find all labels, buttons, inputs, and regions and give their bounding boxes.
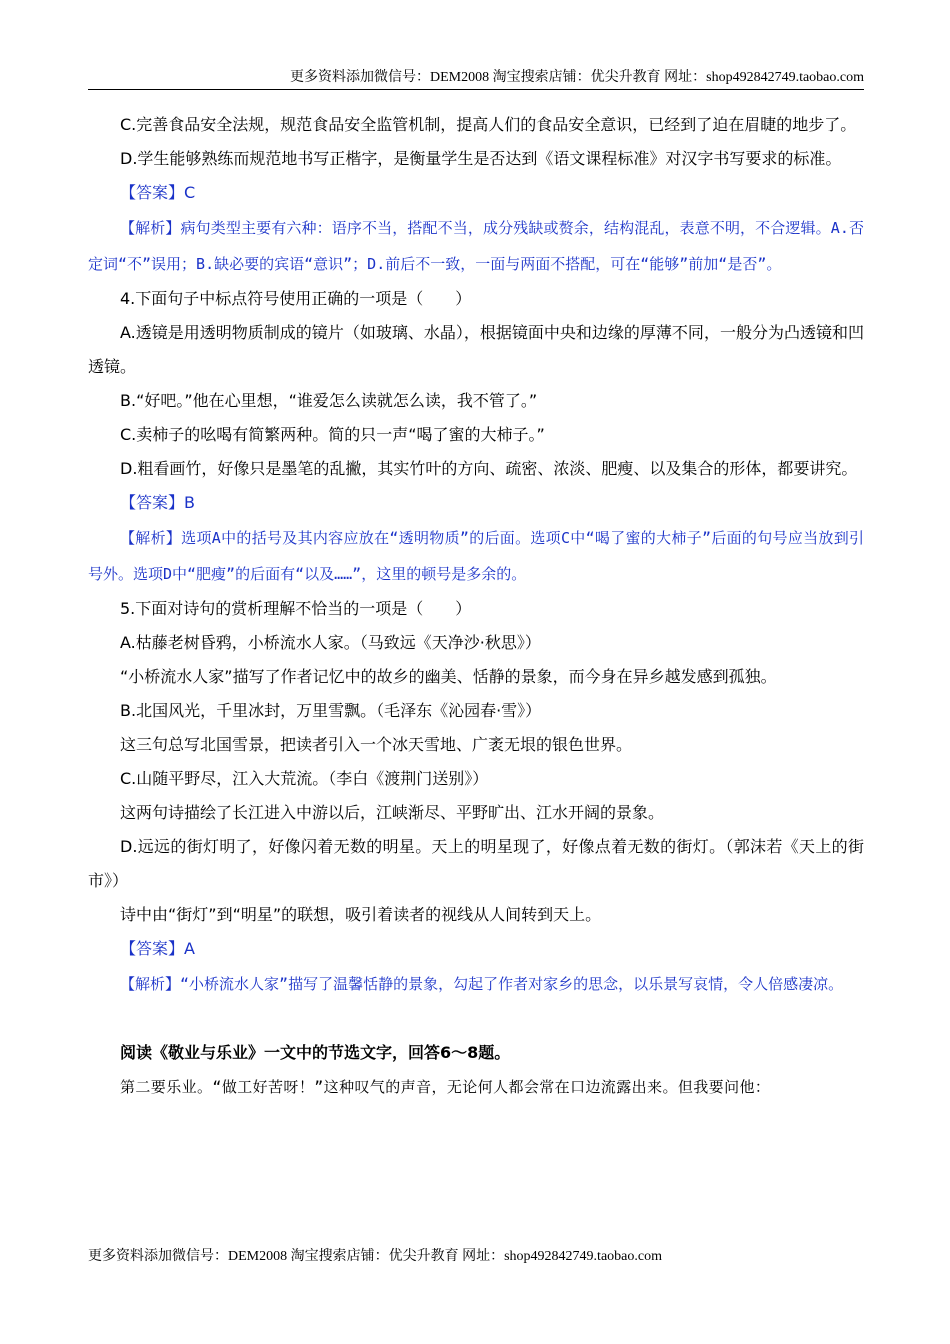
q5-answer: 【答案】A <box>120 939 195 958</box>
q5-option-d: D.远远的街灯明了，好像闪着无数的明星。天上的明星现了，好像点着无数的街灯。（郭沫若《天上的街市》） <box>88 837 864 890</box>
page-footer: 更多资料添加微信号：DEM2008 淘宝搜索店铺：优尖升教育 网址：shop492842749.taobao.com <box>88 1249 662 1264</box>
q4-question: 4.下面句子中标点符号使用正确的一项是（ ） <box>120 289 472 308</box>
q5-option-a: A.枯藤老树昏鸦，小桥流水人家。（马致远《天净沙·秋思》） <box>120 633 541 652</box>
q5-option-d-analysis: 诗中由“街灯”到“明星”的联想，吸引着读者的视线从人间转到天上。 <box>120 905 602 924</box>
q5-question: 5.下面对诗句的赏析理解不恰当的一项是（ ） <box>120 599 472 618</box>
q5-option-b: B.北国风光，千里冰封，万里雪飘。（毛泽东《沁园春·雪》） <box>120 701 542 720</box>
q5-option-b-analysis: 这三句总写北国雪景，把读者引入一个冰天雪地、广袤无垠的银色世界。 <box>120 735 633 754</box>
header-divider <box>88 89 864 90</box>
document-body <box>88 108 864 1104</box>
q5-option-c: C.山随平野尽，江入大荒流。（李白《渡荆门送别》） <box>120 769 489 788</box>
q4-option-b: B.“好吧。”他在心里想，“谁爱怎么读就怎么读，我不管了。” <box>120 391 538 410</box>
q3-option-c: C.完善食品安全法规，规范食品安全监管机制，提高人们的食品安全意识，已经到了迫在眉睫的地步了。 <box>120 115 857 134</box>
q5-option-a-analysis: “小桥流水人家”描写了作者记忆中的故乡的幽美、恬静的景象，而今身在异乡越发感到孤独。 <box>120 667 777 686</box>
q5-explanation: 【解析】“小桥流水人家”描写了温馨恬静的景象，勾起了作者对家乡的思念，以乐景写哀情，令人倍感凄凉。 <box>120 975 844 993</box>
q4-option-a: A.透镜是用透明物质制成的镜片（如玻璃、水晶），根据镜面中央和边缘的厚薄不同，一般分为凸透镜和凹透镜。 <box>88 323 864 376</box>
q4-option-c: C.卖柿子的吆喝有简繁两种。简的只一声“喝了蜜的大柿子。” <box>120 425 545 444</box>
reading-passage: 第二要乐业。“做工好苦呀！”这种叹气的声音，无论何人都会常在口边流露出来。但我要问他： <box>120 1078 771 1096</box>
q4-option-d: D.粗看画竹，好像只是墨笔的乱撇，其实竹叶的方向、疏密、浓淡、肥瘦、以及集合的形体，都要讲究。 <box>120 459 858 478</box>
page-header: 更多资料添加微信号：DEM2008 淘宝搜索店铺：优尖升教育 网址：shop492842749.taobao.com <box>290 70 864 85</box>
q3-answer: 【答案】C <box>120 183 196 202</box>
q5-option-c-analysis: 这两句诗描绘了长江进入中游以后，江峡渐尽、平野旷出、江水开阔的景象。 <box>120 803 665 822</box>
q3-explanation: 【解析】病句类型主要有六种：语序不当，搭配不当，成分残缺或赘余，结构混乱，表意不明，不合逻辑。A.否定词“不”误用；B.缺必要的宾语“意识”；D.前后不一致，一面与两面不搭配，可在“能够”前加“是否”。 <box>88 219 864 273</box>
q3-option-d: D.学生能够熟练而规范地书写正楷字，是衡量学生是否达到《语文课程标准》对汉字书写要求的标准。 <box>120 149 842 168</box>
section-gap <box>88 1002 864 1036</box>
q4-answer: 【答案】B <box>120 493 195 512</box>
q4-explanation: 【解析】选项A中的括号及其内容应放在“透明物质”的后面。选项C中“喝了蜜的大柿子”后面的句号应当放到引号外。选项D中“肥瘦”的后面有“以及……”，这里的顿号是多余的。 <box>88 529 864 583</box>
reading-section-heading: 阅读《敬业与乐业》一文中的节选文字，回答6～8题。 <box>120 1043 511 1062</box>
